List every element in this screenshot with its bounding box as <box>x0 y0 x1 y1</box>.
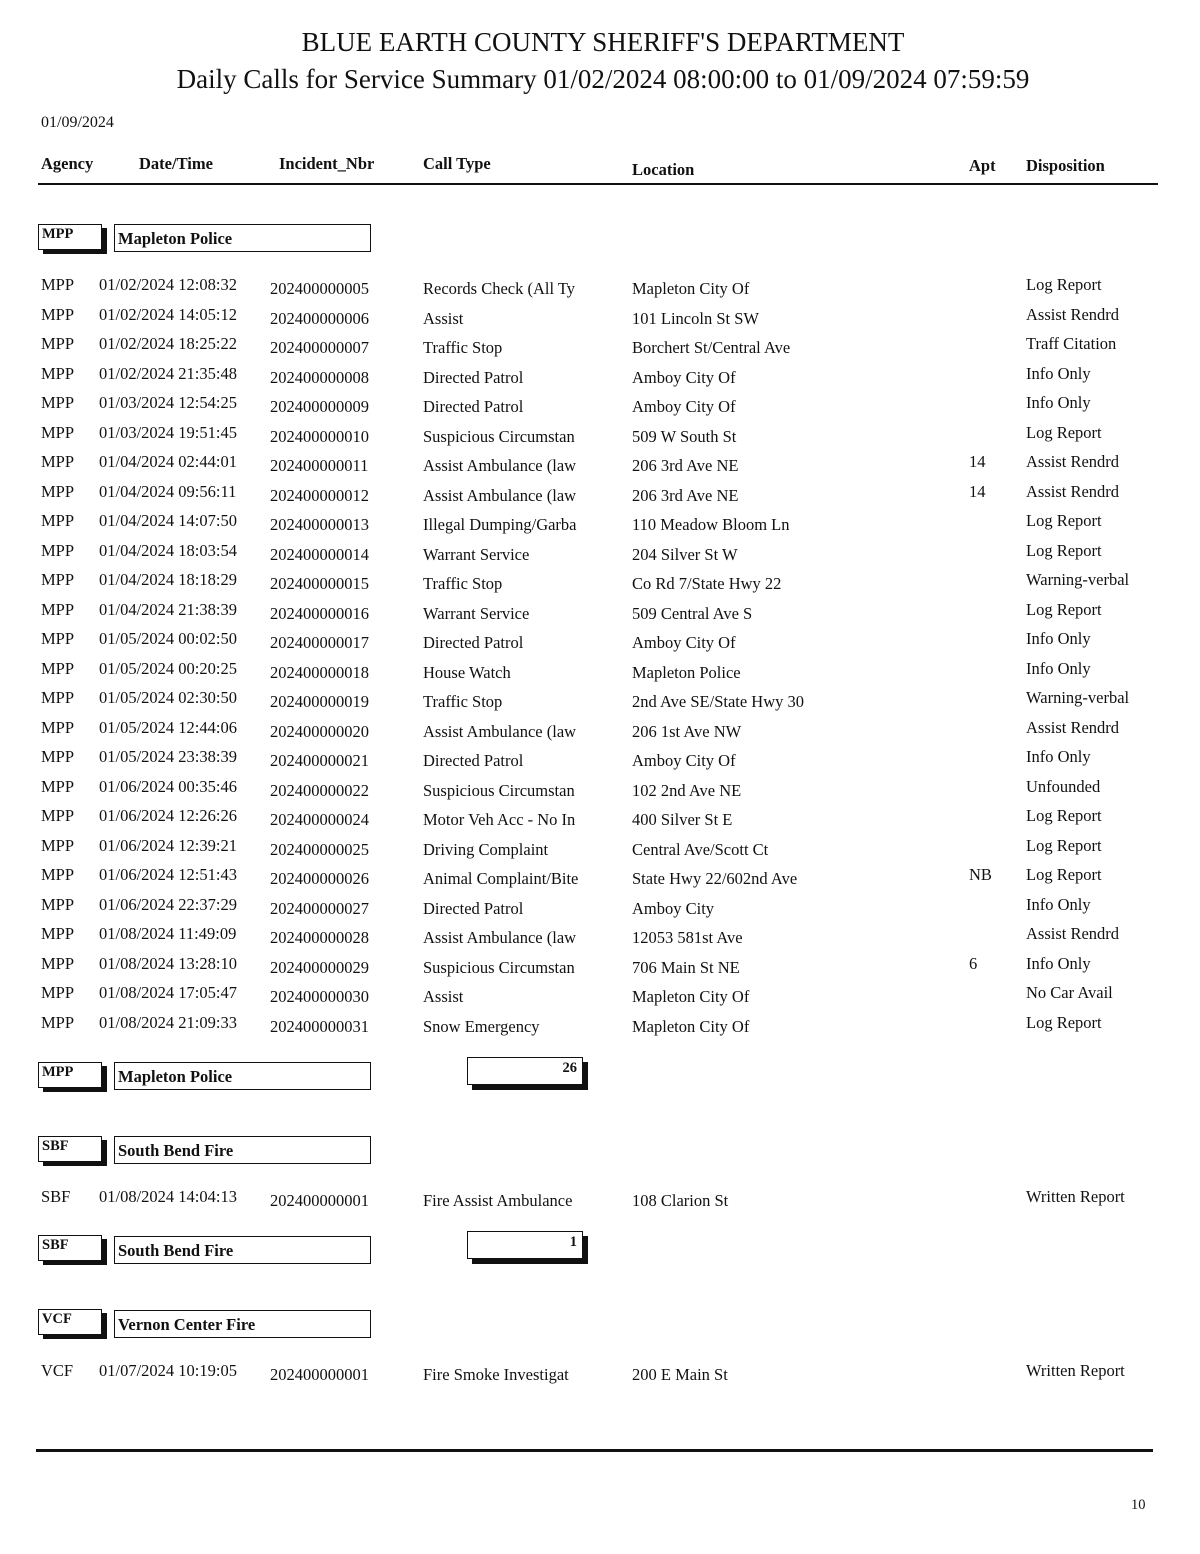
cell-disposition: Log Report <box>1026 1012 1102 1032</box>
report-date: 01/09/2024 <box>41 114 114 131</box>
cell-location: Amboy City Of <box>632 397 736 416</box>
cell-datetime: 01/05/2024 00:20:25 <box>99 658 237 678</box>
table-row <box>0 629 1200 658</box>
table-row <box>0 1187 1200 1216</box>
cell-call-type: Traffic Stop <box>423 692 503 711</box>
group-footer-name-box: South Bend Fire <box>114 1236 371 1264</box>
cell-incident: 202400000014 <box>270 544 369 564</box>
cell-location: Amboy City Of <box>632 633 736 652</box>
cell-call-type: Illegal Dumping/Garba <box>423 515 577 534</box>
cell-incident: 202400000001 <box>270 1365 369 1384</box>
cell-agency: MPP <box>41 1012 75 1032</box>
cell-incident: 202400000021 <box>270 751 369 770</box>
table-row <box>0 275 1200 304</box>
table-row <box>0 482 1200 511</box>
cell-location: Borchert St/Central Ave <box>632 338 791 357</box>
cell-disposition: Assist Rendrd <box>1026 304 1120 324</box>
table-row <box>0 334 1200 363</box>
cell-call-type: Fire Smoke Investigat <box>423 1365 569 1384</box>
group-code-box: VCF <box>38 1309 102 1335</box>
header-rule <box>38 183 1158 185</box>
cell-disposition: Warning-verbal <box>1026 688 1130 707</box>
cell-agency: MPP <box>41 334 75 353</box>
cell-agency: MPP <box>41 983 75 1002</box>
cell-location: 206 3rd Ave NE <box>632 485 739 505</box>
cell-datetime: 01/05/2024 00:02:50 <box>99 629 237 648</box>
cell-call-type: Motor Veh Acc - No In <box>423 810 576 829</box>
table-row <box>0 836 1200 865</box>
cell-incident: 202400000008 <box>270 367 369 387</box>
cell-datetime: 01/08/2024 13:28:10 <box>99 953 237 973</box>
table-row <box>0 659 1200 688</box>
table-row <box>0 600 1200 629</box>
cell-disposition: Info Only <box>1026 747 1091 766</box>
table-row <box>0 718 1200 747</box>
cell-agency: MPP <box>41 304 75 324</box>
cell-call-type: Assist Ambulance (law <box>423 485 577 505</box>
cell-call-type: Assist Ambulance (law <box>423 721 577 741</box>
cell-location: Mapleton City Of <box>632 279 750 298</box>
cell-datetime: 01/04/2024 18:03:54 <box>99 540 237 560</box>
cell-agency: MPP <box>41 393 75 412</box>
cell-call-type: Suspicious Circumstan <box>423 780 575 800</box>
cell-agency: MPP <box>41 688 75 707</box>
group-count-box: 1 <box>467 1231 583 1259</box>
cell-datetime: 01/08/2024 21:09:33 <box>99 1012 237 1032</box>
cell-call-type: Directed Patrol <box>423 397 524 416</box>
cell-incident: 202400000018 <box>270 662 369 682</box>
cell-datetime: 01/06/2024 12:26:26 <box>99 806 237 825</box>
cell-incident: 202400000010 <box>270 426 369 446</box>
col-header-datetime: Date/Time <box>139 154 213 173</box>
table-row <box>0 1013 1200 1042</box>
cell-incident: 202400000027 <box>270 898 369 918</box>
report-title: BLUE EARTH COUNTY SHERIFF'S DEPARTMENT <box>301 27 905 57</box>
cell-call-type: Traffic Stop <box>423 574 503 593</box>
cell-datetime: 01/05/2024 23:38:39 <box>99 747 237 766</box>
cell-agency: MPP <box>41 658 75 678</box>
cell-disposition: Info Only <box>1026 629 1091 648</box>
cell-disposition: Traff Citation <box>1026 334 1117 353</box>
cell-call-type: Directed Patrol <box>423 751 524 770</box>
cell-disposition: Info Only <box>1026 658 1091 678</box>
cell-apt: 14 <box>969 452 986 471</box>
cell-datetime: 01/05/2024 12:44:06 <box>99 717 237 737</box>
cell-disposition: Log Report <box>1026 865 1102 884</box>
col-header-location: Location <box>632 160 695 179</box>
table-row <box>0 777 1200 806</box>
cell-datetime: 01/02/2024 18:25:22 <box>99 334 237 353</box>
table-row <box>0 423 1200 452</box>
col-header-call-type: Call Type <box>423 154 491 173</box>
table-row <box>0 954 1200 983</box>
col-header-apt: Apt <box>969 156 996 175</box>
cell-call-type: Directed Patrol <box>423 898 524 918</box>
cell-agency: MPP <box>41 275 75 294</box>
col-header-disposition: Disposition <box>1026 156 1105 175</box>
cell-datetime: 01/05/2024 02:30:50 <box>99 688 237 707</box>
cell-agency: MPP <box>41 599 75 619</box>
cell-incident: 202400000009 <box>270 397 369 416</box>
group-code-box: MPP <box>38 224 102 250</box>
cell-call-type: Assist <box>423 987 464 1006</box>
group-name-box: Mapleton Police <box>114 224 371 252</box>
cell-location: 101 Lincoln St SW <box>632 308 759 328</box>
cell-disposition: Log Report <box>1026 540 1102 560</box>
group-footer-name-box: Mapleton Police <box>114 1062 371 1090</box>
cell-call-type: Suspicious Circumstan <box>423 426 575 446</box>
cell-incident: 202400000005 <box>270 279 369 298</box>
cell-agency: MPP <box>41 953 75 973</box>
cell-location: Amboy City Of <box>632 367 736 387</box>
table-row <box>0 924 1200 953</box>
cell-call-type: Traffic Stop <box>423 338 503 357</box>
cell-agency: MPP <box>41 570 75 589</box>
cell-disposition: Log Report <box>1026 422 1102 442</box>
cell-call-type: Assist Ambulance (law <box>423 456 577 475</box>
cell-disposition: Warning-verbal <box>1026 570 1130 589</box>
cell-incident: 202400000011 <box>270 456 369 475</box>
cell-incident: 202400000007 <box>270 338 369 357</box>
table-row <box>0 511 1200 540</box>
cell-call-type: Warrant Service <box>423 544 530 564</box>
cell-incident: 202400000020 <box>270 721 369 741</box>
cell-location: Amboy City <box>632 898 715 918</box>
cell-call-type: Directed Patrol <box>423 367 524 387</box>
cell-agency: MPP <box>41 511 75 530</box>
cell-datetime: 01/06/2024 22:37:29 <box>99 894 237 914</box>
cell-incident: 202400000013 <box>270 515 369 534</box>
cell-call-type: Warrant Service <box>423 603 530 623</box>
cell-call-type: Assist <box>423 308 464 328</box>
cell-location: 400 Silver St E <box>632 810 733 829</box>
table-row <box>0 688 1200 717</box>
cell-location: 204 Silver St W <box>632 544 738 564</box>
cell-location: 102 2nd Ave NE <box>632 780 742 800</box>
cell-incident: 202400000019 <box>270 692 369 711</box>
cell-location: 12053 581st Ave <box>632 928 743 947</box>
cell-location: 110 Meadow Bloom Ln <box>632 515 790 534</box>
table-row <box>0 865 1200 894</box>
cell-location: State Hwy 22/602nd Ave <box>632 869 798 888</box>
cell-disposition: Log Report <box>1026 511 1102 530</box>
cell-call-type: Suspicious Circumstan <box>423 957 575 977</box>
cell-agency: MPP <box>41 363 75 383</box>
table-row <box>0 541 1200 570</box>
cell-incident: 202400000022 <box>270 780 369 800</box>
cell-incident: 202400000028 <box>270 928 369 947</box>
cell-location: Amboy City Of <box>632 751 736 770</box>
cell-agency: MPP <box>41 629 75 648</box>
cell-incident: 202400000029 <box>270 957 369 977</box>
cell-incident: 202400000025 <box>270 839 369 859</box>
cell-datetime: 01/04/2024 14:07:50 <box>99 511 237 530</box>
cell-location: 509 Central Ave S <box>632 603 753 623</box>
cell-agency: SBF <box>41 1187 71 1206</box>
cell-incident: 202400000026 <box>270 869 369 888</box>
cell-datetime: 01/02/2024 12:08:32 <box>99 275 237 294</box>
cell-incident: 202400000006 <box>270 308 369 328</box>
cell-datetime: 01/04/2024 21:38:39 <box>99 599 237 619</box>
cell-disposition: Assist Rendrd <box>1026 452 1120 471</box>
table-row <box>0 806 1200 835</box>
cell-apt: NB <box>969 865 992 884</box>
group-count-box: 26 <box>467 1057 583 1085</box>
cell-incident: 202400000012 <box>270 485 369 505</box>
table-row <box>0 570 1200 599</box>
table-row <box>0 895 1200 924</box>
cell-incident: 202400000030 <box>270 987 369 1006</box>
cell-datetime: 01/04/2024 18:18:29 <box>99 570 237 589</box>
cell-location: 108 Clarion St <box>632 1191 729 1210</box>
cell-location: 509 W South St <box>632 426 737 446</box>
report-subtitle: Daily Calls for Service Summary 01/02/2024 08:00:00 to 01/09/2024 07:59:59 <box>176 64 1030 94</box>
group-code-box: SBF <box>38 1136 102 1162</box>
cell-datetime: 01/02/2024 21:35:48 <box>99 363 237 383</box>
cell-agency: MPP <box>41 481 75 501</box>
cell-agency: MPP <box>41 924 75 943</box>
cell-agency: MPP <box>41 747 75 766</box>
cell-call-type: Assist Ambulance (law <box>423 928 577 947</box>
cell-disposition: Log Report <box>1026 835 1102 855</box>
cell-call-type: Snow Emergency <box>423 1016 540 1036</box>
cell-call-type: Directed Patrol <box>423 633 524 652</box>
cell-datetime: 01/04/2024 02:44:01 <box>99 452 237 471</box>
col-header-incident: Incident_Nbr <box>279 154 375 173</box>
cell-call-type: Records Check (All Ty <box>423 279 576 298</box>
cell-location: Mapleton Police <box>632 662 741 682</box>
group-name-box: Vernon Center Fire <box>114 1310 371 1338</box>
cell-datetime: 01/02/2024 14:05:12 <box>99 304 237 324</box>
cell-location: 206 1st Ave NW <box>632 721 742 741</box>
cell-disposition: Written Report <box>1026 1361 1125 1380</box>
table-row <box>0 1361 1200 1390</box>
cell-incident: 202400000016 <box>270 603 369 623</box>
group-name-box: South Bend Fire <box>114 1136 371 1164</box>
cell-agency: VCF <box>41 1361 74 1380</box>
table-row <box>0 364 1200 393</box>
cell-disposition: Info Only <box>1026 953 1091 973</box>
cell-incident: 202400000017 <box>270 633 369 652</box>
cell-disposition: Unfounded <box>1026 776 1101 796</box>
cell-apt: 6 <box>969 953 978 973</box>
table-row <box>0 452 1200 481</box>
cell-incident: 202400000024 <box>270 810 369 829</box>
cell-disposition: Assist Rendrd <box>1026 924 1120 943</box>
cell-agency: MPP <box>41 540 75 560</box>
cell-agency: MPP <box>41 452 75 471</box>
cell-location: 206 3rd Ave NE <box>632 456 739 475</box>
col-header-agency: Agency <box>41 154 94 173</box>
cell-agency: MPP <box>41 865 75 884</box>
cell-datetime: 01/06/2024 12:39:21 <box>99 835 237 855</box>
cell-disposition: Log Report <box>1026 806 1102 825</box>
cell-agency: MPP <box>41 422 75 442</box>
cell-disposition: Info Only <box>1026 894 1091 914</box>
cell-call-type: Animal Complaint/Bite <box>423 869 579 888</box>
cell-disposition: Info Only <box>1026 393 1091 412</box>
cell-incident: 202400000031 <box>270 1016 369 1036</box>
cell-agency: MPP <box>41 894 75 914</box>
cell-apt: 14 <box>969 481 986 501</box>
cell-datetime: 01/07/2024 10:19:05 <box>99 1361 237 1380</box>
cell-call-type: House Watch <box>423 662 511 682</box>
group-footer-code-box: MPP <box>38 1062 102 1088</box>
cell-disposition: Assist Rendrd <box>1026 481 1120 501</box>
cell-location: Mapleton City Of <box>632 987 750 1006</box>
cell-disposition: Assist Rendrd <box>1026 717 1120 737</box>
group-footer-code-box: SBF <box>38 1235 102 1261</box>
table-row <box>0 305 1200 334</box>
cell-disposition: Info Only <box>1026 363 1091 383</box>
cell-location: 706 Main St NE <box>632 957 740 977</box>
cell-call-type: Driving Complaint <box>423 839 549 859</box>
cell-location: Mapleton City Of <box>632 1016 750 1036</box>
cell-datetime: 01/04/2024 09:56:11 <box>99 481 237 501</box>
table-row <box>0 983 1200 1012</box>
cell-agency: MPP <box>41 776 75 796</box>
cell-datetime: 01/06/2024 12:51:43 <box>99 865 237 884</box>
page-number: 10 <box>1131 1497 1146 1513</box>
cell-call-type: Fire Assist Ambulance <box>423 1191 573 1210</box>
cell-agency: MPP <box>41 835 75 855</box>
footer-rule <box>36 1449 1153 1452</box>
cell-incident: 202400000015 <box>270 574 369 593</box>
cell-location: 200 E Main St <box>632 1365 728 1384</box>
table-row <box>0 747 1200 776</box>
cell-agency: MPP <box>41 717 75 737</box>
cell-location: 2nd Ave SE/State Hwy 30 <box>632 692 805 711</box>
cell-disposition: Written Report <box>1026 1187 1125 1206</box>
cell-datetime: 01/03/2024 19:51:45 <box>99 422 237 442</box>
cell-datetime: 01/08/2024 14:04:13 <box>99 1187 237 1206</box>
cell-datetime: 01/06/2024 00:35:46 <box>99 776 237 796</box>
cell-disposition: Log Report <box>1026 599 1102 619</box>
cell-location: Central Ave/Scott Ct <box>632 839 769 859</box>
cell-location: Co Rd 7/State Hwy 22 <box>632 574 782 593</box>
cell-datetime: 01/08/2024 17:05:47 <box>99 983 237 1002</box>
cell-datetime: 01/03/2024 12:54:25 <box>99 393 237 412</box>
cell-incident: 202400000001 <box>270 1191 369 1210</box>
table-row <box>0 393 1200 422</box>
cell-disposition: Log Report <box>1026 275 1102 294</box>
cell-disposition: No Car Avail <box>1026 983 1113 1002</box>
cell-datetime: 01/08/2024 11:49:09 <box>99 924 237 943</box>
cell-agency: MPP <box>41 806 75 825</box>
